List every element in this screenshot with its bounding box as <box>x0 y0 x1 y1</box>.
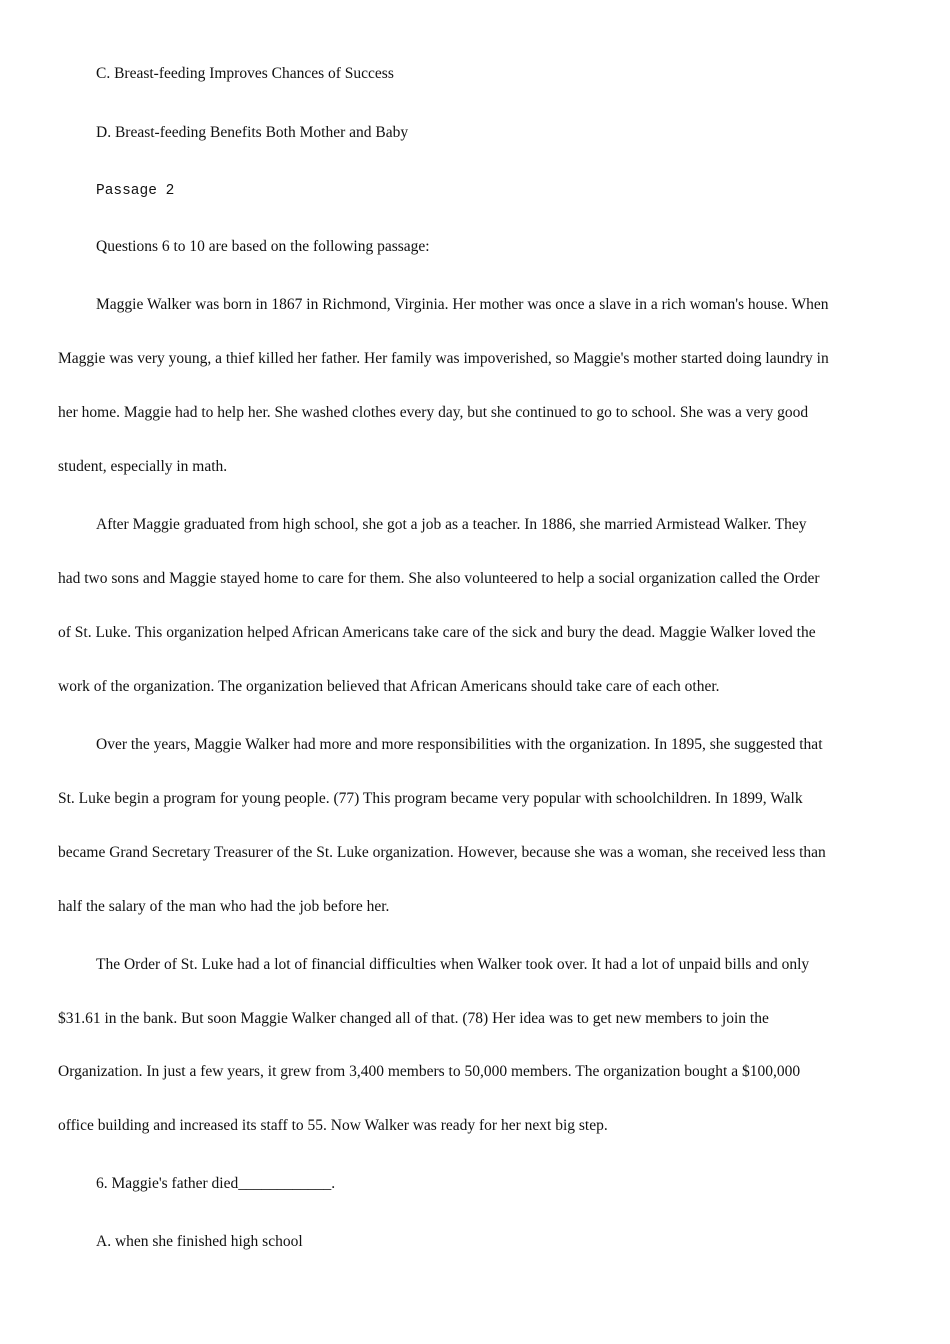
option-c: C. Breast-feeding Improves Chances of Success <box>96 65 394 82</box>
instructions: Questions 6 to 10 are based on the following passage: <box>96 238 430 255</box>
paragraph-line: The Order of St. Luke had a lot of financial difficulties when Walker took over. It had a lot of unpaid bills and only <box>96 956 810 973</box>
paragraph-line: became Grand Secretary Treasurer of the St. Luke organization. However, because she was a woman, she received less than <box>58 844 826 861</box>
paragraph-line: Maggie was very young, a thief killed her father. Her family was impoverished, so Maggie's mother started doing laundry in <box>58 350 829 367</box>
paragraph-line: of St. Luke. This organization helped African Americans take care of the sick and bury the dead. Maggie Walker loved the <box>58 624 816 641</box>
paragraph-line: Maggie Walker was born in 1867 in Richmond, Virginia. Her mother was once a slave in a rich woman's house. When <box>96 296 829 313</box>
paragraph-line: student, especially in math. <box>58 458 228 475</box>
paragraph-line: $31.61 in the bank. But soon Maggie Walker changed all of that. (78) Her idea was to get new members to join the <box>58 1010 769 1027</box>
option-d: D. Breast-feeding Benefits Both Mother and Baby <box>96 124 409 141</box>
paragraph-line: office building and increased its staff to 55. Now Walker was ready for her next big step. <box>58 1117 608 1134</box>
paragraph-line: After Maggie graduated from high school, she got a job as a teacher. In 1886, she married Armistead Walker. They <box>96 516 807 533</box>
question-6-stem: 6. Maggie's father died____________. <box>96 1175 336 1192</box>
paragraph-line: her home. Maggie had to help her. She washed clothes every day, but she continued to go to school. She was a very good <box>58 404 809 421</box>
paragraph-line: work of the organization. The organization believed that African Americans should take care of each other. <box>58 678 720 695</box>
passage-heading: Passage 2 <box>96 183 175 199</box>
question-6-option-a: A. when she finished high school <box>96 1233 303 1250</box>
paragraph-line: had two sons and Maggie stayed home to care for them. She also volunteered to help a social organization called the Order <box>58 570 820 587</box>
paragraph-line: half the salary of the man who had the job before her. <box>58 898 390 915</box>
paragraph-line: Organization. In just a few years, it grew from 3,400 members to 50,000 members. The organization bought a $100,000 <box>58 1063 801 1080</box>
paragraph-line: St. Luke begin a program for young people. (77) This program became very popular with schoolchildren. In 1899, Walk <box>58 790 803 807</box>
paragraph-line: Over the years, Maggie Walker had more and more responsibilities with the organization. In 1895, she suggested that <box>96 736 823 753</box>
